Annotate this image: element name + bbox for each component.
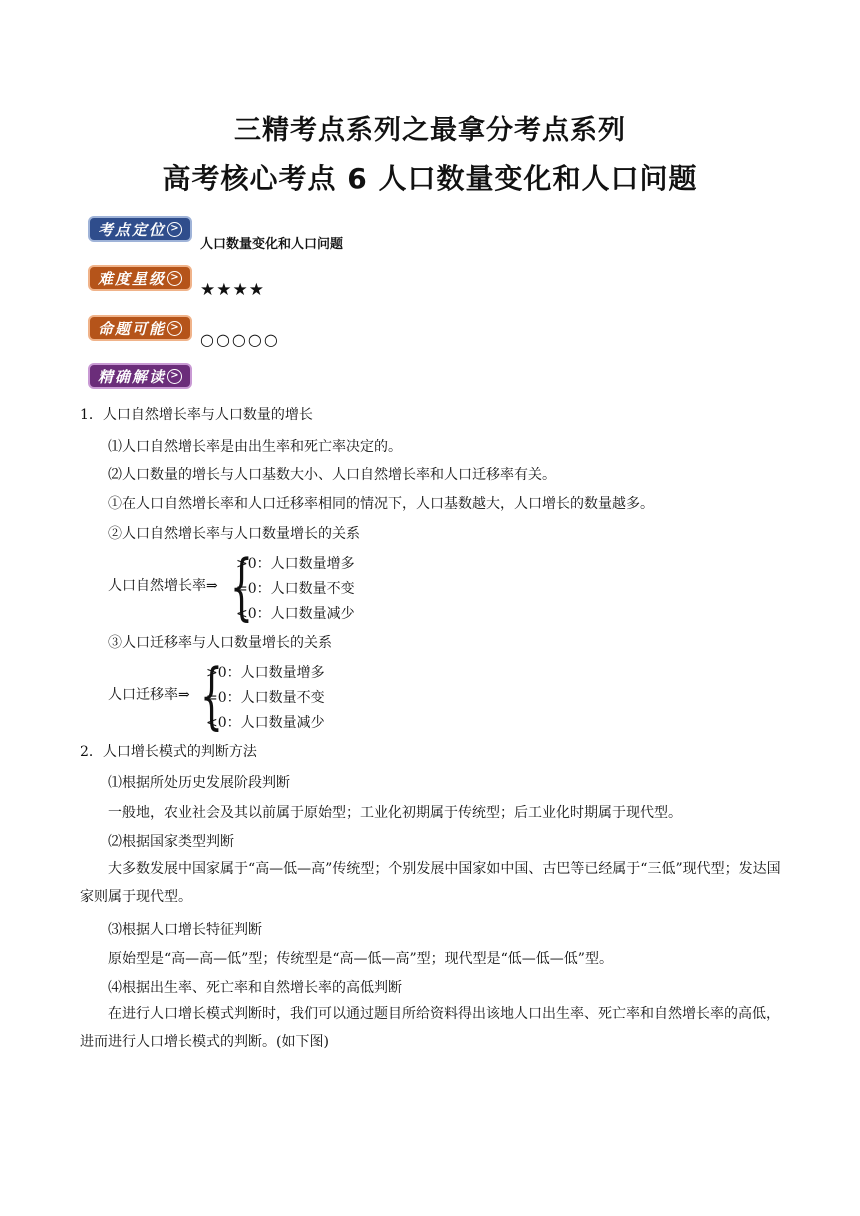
page-title: 高考核心考点 6 人口数量变化和人口问题	[162, 162, 698, 195]
badge-label: 考点定位	[98, 220, 167, 239]
s1-point-2: ⑵人口数量的增长与人口基数大小、人口自然增长率和人口迁移率有关。	[108, 467, 556, 483]
relation-2-case: <0：人口数量减少	[206, 715, 325, 731]
s2-paragraph-3: 原始型是“高—高—低”型；传统型是“高—低—高”型；现代型是“低—低—低”型。	[108, 951, 613, 967]
badge-label: 难度星级	[98, 269, 167, 288]
badge-exam-point	[88, 216, 192, 242]
relation-1-case: >0：人口数量增多	[236, 556, 355, 572]
s2-subheading-3: ⑶根据人口增长特征判断	[108, 922, 262, 938]
badge-interpretation	[88, 363, 192, 389]
arrow-circle-icon: >	[167, 222, 182, 237]
relation-2-left: 人口迁移率⇒	[108, 687, 190, 703]
relation-1-case: <0：人口数量减少	[236, 606, 355, 622]
section-2-heading: 2．人口增长模式的判断方法	[80, 744, 257, 760]
s1-point-1: ⑴人口自然增长率是由出生率和死亡率决定的。	[108, 439, 402, 455]
arrow-circle-icon: >	[167, 321, 182, 336]
arrow-circle-icon: >	[167, 271, 182, 286]
series-title: 三精考点系列之最拿分考点系列	[234, 115, 626, 146]
badge-label: 精确解读	[98, 367, 167, 386]
relation-2-case: =0：人口数量不变	[206, 690, 325, 706]
difficulty-stars: ★★★★	[200, 280, 265, 300]
exam-point-value: 人口数量变化和人口问题	[200, 237, 344, 252]
s1-point-3: ①在人口自然增长率和人口迁移率相同的情况下，人口基数越大，人口增长的数量越多。	[108, 496, 654, 512]
s2-subheading-4: ⑷根据出生率、死亡率和自然增长率的高低判断	[108, 980, 402, 996]
section-1-heading: 1．人口自然增长率与人口数量的增长	[80, 407, 313, 423]
s1-point-4: ②人口自然增长率与人口数量增长的关系	[108, 526, 360, 542]
relation-1-left: 人口自然增长率⇒	[108, 578, 218, 594]
brace-icon: {	[230, 544, 253, 628]
s2-paragraph-2: 大多数发展中国家属于“高—低—高”传统型；个别发展中国家如中国、古巴等已经属于“三低”现代型；发达国家则属于现代型。	[80, 861, 781, 905]
s2-subheading-1: ⑴根据所处历史发展阶段判断	[108, 775, 290, 791]
s1-point-5: ③人口迁移率与人口数量增长的关系	[108, 635, 332, 651]
arrow-circle-icon: >	[167, 369, 182, 384]
s2-subheading-2: ⑵根据国家类型判断	[108, 834, 234, 850]
brace-icon: {	[200, 653, 223, 737]
badge-likelihood	[88, 315, 192, 341]
badge-label: 命题可能	[98, 319, 167, 338]
relation-1-case: =0：人口数量不变	[236, 581, 355, 597]
likelihood-circles: ○○○○○	[200, 330, 280, 349]
relation-2-case: >0：人口数量增多	[206, 665, 325, 681]
badge-difficulty	[88, 265, 192, 291]
s2-paragraph-4: 在进行人口增长模式判断时，我们可以通过题目所给资料得出该地人口出生率、死亡率和自然增长率的高低，进而进行人口增长模式的判断。(如下图)	[80, 1006, 780, 1050]
s2-paragraph-1: 一般地，农业社会及其以前属于原始型；工业化初期属于传统型；后工业化时期属于现代型。	[108, 805, 682, 821]
